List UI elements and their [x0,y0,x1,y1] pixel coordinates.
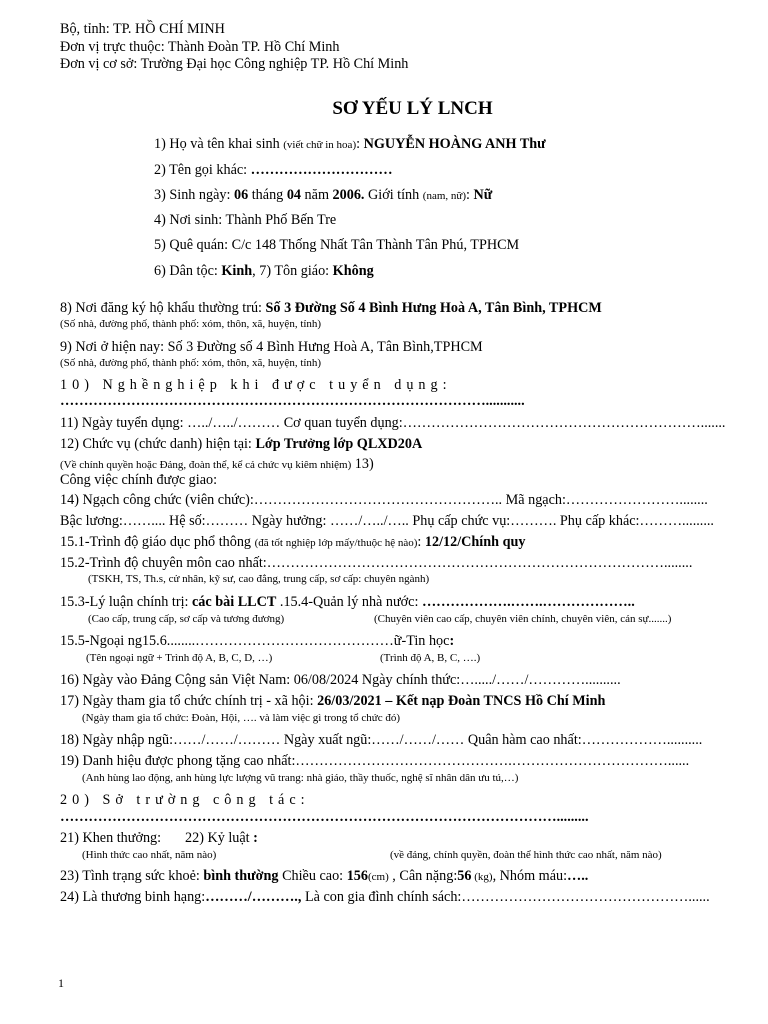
full-name-hint: (viết chữ in hoa) [283,139,357,151]
full-name-label: 1) Họ và tên khai sinh [154,136,284,152]
gender-value: Nữ [473,187,493,203]
position-label: 12) Chức vụ (chức danh) hiện tại: [60,436,256,452]
birth-year: 2006. [332,187,365,203]
header-unit: Đơn vị trực thuộc: Thành Đoàn TP. Hồ Chí Minh [60,39,340,55]
field-rewards: 21) Khen thưởng: [60,830,162,846]
field-health [60,868,588,884]
current-address-note: (Số nhà, đường phố, thành phố: xóm, thôn, xã, huyện, tỉnh) [60,357,322,369]
foreign-language-text: 15.5-Ngoại ng15.6........……………………………………ữ-Tin học [60,633,450,649]
registered-address-note: (Số nhà, đường phố, thành phố: xóm, thôn, xã, huyện, tỉnh) [60,318,322,330]
registered-address-label: 8) Nơi đăng ký hộ khẩu thường trú: [60,300,266,316]
professional-level-note: (TSKH, TS, Th.s, cử nhân, kỹ sư, cao đẳng, trung cấp, sơ cấp: chuyên ngành) [88,573,430,585]
rewards-note: (Hình thức cao nhất, năm nào) [82,849,217,861]
field-main-job: Công việc chính được giao: [60,472,218,488]
health-label: 23) Tình trạng sức khoẻ: [60,868,204,884]
war-invalid-value: ………/………., [205,889,302,905]
field-war-invalid [60,889,710,905]
field-full-name [154,136,546,152]
registered-address-value: Số 3 Đường Số 4 Bình Hưng Hoà A, Tân Bình, TPHCM [265,300,602,316]
field-position [60,436,422,452]
field-ethnicity-religion [154,263,374,279]
health-value: bình thường [203,868,279,884]
field-registered-address [60,300,602,316]
gender-hint: (nam, nữ) [422,190,467,202]
page-number: 1 [58,976,64,990]
field-military-service: 18) Ngày nhập ngũ:……/……/……… Ngày xuất ngũ:……/……/…… Quân hàm cao nhất:……………….......... [60,732,703,748]
field-current-address: 9) Nơi ở hiện nay: Số 3 Đường số 4 Bình Hưng Hoà A, Tân Bình,TPHCM [60,339,483,355]
foreign-language-note: (Tên ngoại ngữ + Trình độ A, B, C, D, …) [86,652,273,664]
position-tail: 13) [351,456,374,472]
field-honors: 19) Danh hiệu được phong tặng cao nhất:……………………………………….……………………………...... [60,753,690,769]
header-ministry: Bộ, tỉnh: TP. HỒ CHÍ MINH [60,21,225,37]
strengths-dots: ……………………………………………………………………………………………......... [60,809,589,825]
discipline-note: (về đảng, chính quyền, đoàn thể hình thức cao nhất, năm nào) [390,849,662,861]
organization-join-note: (Ngày tham gia tổ chức: Đoàn, Hội, …. và làm việc gì trong tổ chức đó) [82,712,401,724]
birth-month-label: tháng [248,187,287,203]
field-birth-date [154,187,492,203]
header-base-unit: Đơn vị cơ sở: Trường Đại học Công nghiệp TP. Hồ Chí Minh [60,56,409,72]
state-management-dots: ……………….…….……………….. [421,594,635,610]
weight-value: 56 [457,868,472,884]
weight-unit: (kg) [471,871,493,883]
other-name-label: 2) Tên gọi khác: [154,162,251,178]
foreign-language-colon: : [449,633,455,649]
discipline-label: 22) Kỷ luật [185,830,254,846]
full-name-sep: : [356,136,364,152]
field-strengths: 20) Sở trường công tác: [60,792,310,808]
political-theory-value: các bài LLCT [192,594,277,610]
height-label: Chiều cao: [278,868,347,884]
blood-type-label: , Nhóm máu: [492,868,568,884]
field-professional-level: 15.2-Trình độ chuyên môn cao nhất:…………………………………………………………………………........ [60,555,693,571]
field-discipline [185,830,258,846]
blood-type-value: ….. [567,868,589,884]
organization-join-value: 26/03/2021 – Kết nạp Đoàn TNCS Hồ Chí Minh [317,693,606,709]
field-occupation: 10) Nghềnghiệp khi được tuyển dụng: [60,377,452,393]
field-salary: Bậc lương:…….... Hệ số:……… Ngày hưởng: ……/…../….. Phụ cấp chức vụ:………. Phụ cấp khác:………......... [60,513,714,529]
war-invalid-label: 24) Là thương binh hạng: [60,889,206,905]
height-value: 156 [346,868,368,884]
discipline-colon: : [253,830,258,846]
gender-sep: : [466,187,474,203]
height-unit: (cm) [367,871,389,883]
general-education-value: 12/12/Chính quy [424,534,526,550]
field-hometown: 5) Quê quán: C/c 148 Thống Nhất Tân Thành Tân Phú, TPHCM [154,237,520,253]
policy-family-label: Là con gia đình chính sách:…………………………………………...... [301,889,710,905]
it-level-note: (Trình độ A, B, C, ….) [380,652,481,664]
position-note-line [60,456,374,472]
state-management-note: (Chuyên viên cao cấp, chuyên viên chính, chuyên viên, cán sự.......) [374,613,672,625]
general-education-sep: : [417,534,425,550]
other-name-dots: ………………………… [250,162,393,178]
organization-join-label: 17) Ngày tham gia tổ chức chính trị - xã hội: [60,693,318,709]
general-education-hint: (đã tốt nghiệp lớp mấy/thuộc hệ nào) [254,537,418,549]
birth-label: 3) Sinh ngày: [154,187,234,203]
general-education-label: 15.1-Trình độ giáo dục phổ thông [60,534,255,550]
religion-value: Không [332,263,374,279]
occupation-dots: ………………………………………………………………………………........... [60,393,525,409]
birth-month: 04 [286,187,301,203]
position-note: (Về chính quyền hoặc Đảng, đoàn thể, kể cả chức vụ kiêm nhiệm) [60,459,352,471]
religion-label: , 7) Tôn giáo: [252,263,333,279]
honors-note: (Anh hùng lao động, anh hùng lực lượng vũ trang: nhà giáo, thầy thuốc, nghệ sĩ nhân dân ưu tú,…) [82,772,519,784]
field-organization-join [60,693,605,709]
field-political-theory [60,594,635,610]
birth-day: 06 [234,187,249,203]
field-birthplace: 4) Nơi sinh: Thành Phố Bến Tre [154,212,337,228]
field-foreign-language [60,633,454,649]
ethnicity-value: Kinh [221,263,253,279]
field-general-education [60,534,525,550]
ethnicity-label: 6) Dân tộc: [154,263,222,279]
page-title: SƠ YẾU LÝ LNCH [332,98,493,119]
field-party-admission: 16) Ngày vào Đảng Cộng sản Việt Nam: 06/08/2024 Ngày chính thức:…...../……/………….......... [60,672,621,688]
weight-label: , Cân nặng: [388,868,458,884]
position-value: Lớp Trưởng lớp QLXD20A [255,436,423,452]
field-other-name [154,162,393,178]
state-management-label: .15.4-Quản lý nhà nước: [276,594,422,610]
political-theory-note: (Cao cấp, trung cấp, sơ cấp và tương đương) [88,613,285,625]
full-name-value: NGUYỄN HOÀNG ANH Thư [363,136,546,152]
gender-label: Giới tính [364,187,423,203]
field-civil-rank: 14) Ngạch công chức (viên chức):…………………………………………….. Mã ngạch:……………………........ [60,492,708,508]
field-recruitment: 11) Ngày tuyển dụng: …../…../……… Cơ quan tuyển dụng:………………………………………………………....... [60,415,726,431]
political-theory-label: 15.3-Lý luận chính trị: [60,594,192,610]
birth-year-label: năm [301,187,333,203]
